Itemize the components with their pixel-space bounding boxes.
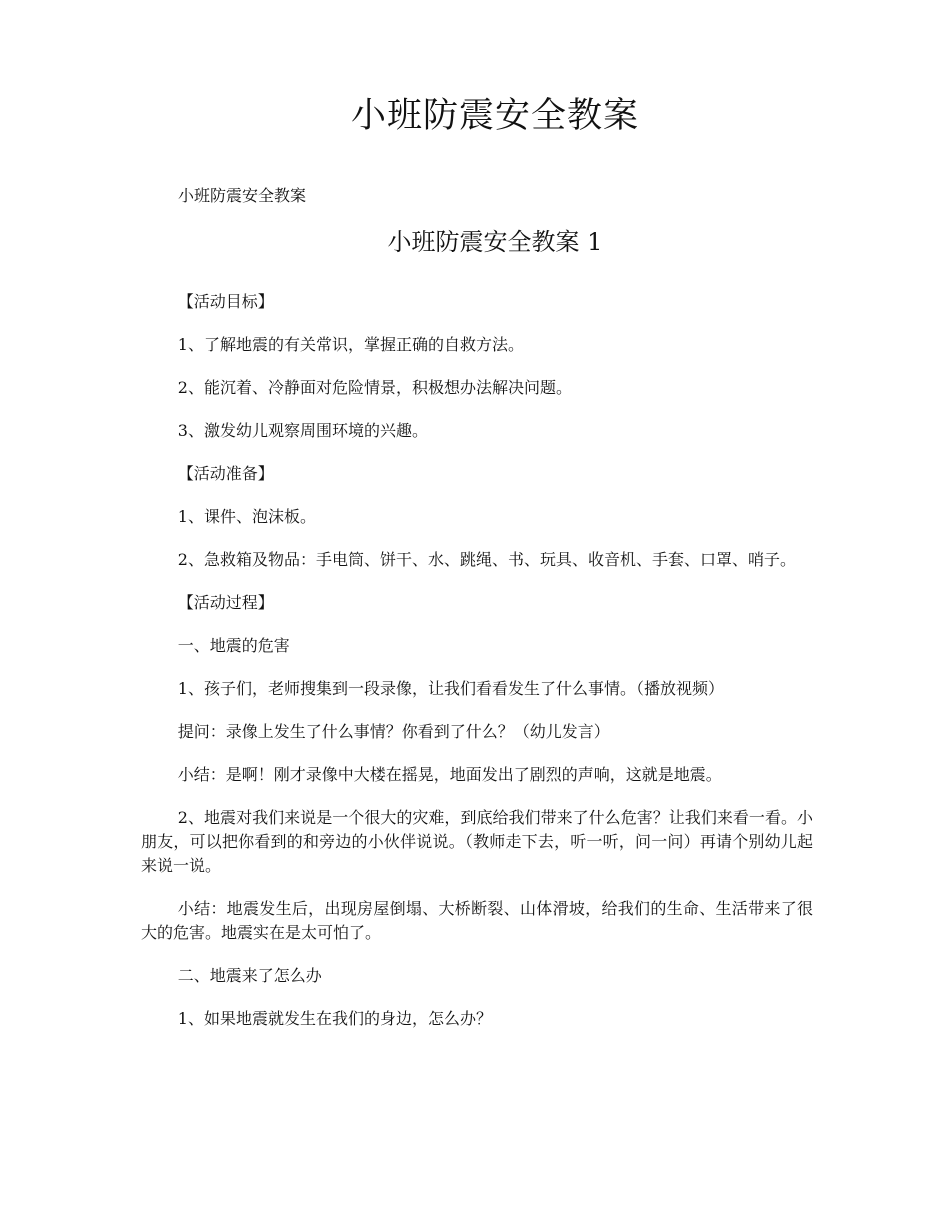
paragraph: 提问：录像上发生了什么事情？你看到了什么？（幼儿发言） xyxy=(177,722,610,741)
paragraph-subheading: 一、地震的危害 xyxy=(177,636,290,655)
paragraph-activity-process-heading: 【活动过程】 xyxy=(177,593,274,612)
section-title: 小班防震安全教案 1 xyxy=(387,228,603,256)
paragraph-activity-goals-heading: 【活动目标】 xyxy=(177,292,274,311)
paragraph: 1、了解地震的有关常识，掌握正确的自救方法。 xyxy=(177,335,524,354)
paragraph: 1、孩子们，老师搜集到一段录像，让我们看看发生了什么事情。（播放视频） xyxy=(177,679,724,698)
paragraph: 1、课件、泡沫板。 xyxy=(177,507,316,526)
paragraph: 2、急救箱及物品：手电筒、饼干、水、跳绳、书、玩具、收音机、手套、口罩、哨子。 xyxy=(177,550,796,569)
document-title: 小班防震安全教案 xyxy=(350,96,639,136)
document-subtitle: 小班防震安全教案 xyxy=(178,186,307,205)
document-body xyxy=(141,290,813,1050)
paragraph: 2、能沉着、冷静面对危险情景，积极想办法解决问题。 xyxy=(177,378,572,397)
paragraph: 3、激发幼儿观察周围环境的兴趣。 xyxy=(177,421,428,440)
paragraph-activity-prep-heading: 【活动准备】 xyxy=(177,464,274,483)
paragraph: 2、地震对我们来说是一个很大的灾难，到底给我们带来了什么危害？让我们来看一看。小朋友，可以把你看到的和旁边的小伙伴说说。（教师走下去，听一听，问一问）再请个别幼儿起来说一说。 xyxy=(141,808,813,875)
paragraph: 小结：地震发生后，出现房屋倒塌、大桥断裂、山体滑坡，给我们的生命、生活带来了很大的危害。地震实在是太可怕了。 xyxy=(141,899,813,942)
paragraph-subheading: 二、地震来了怎么办 xyxy=(177,966,322,985)
paragraph: 小结：是啊！刚才录像中大楼在摇晃，地面发出了剧烈的声响，这就是地震。 xyxy=(177,765,722,784)
paragraph: 1、如果地震就发生在我们的身边，怎么办？ xyxy=(177,1009,492,1028)
